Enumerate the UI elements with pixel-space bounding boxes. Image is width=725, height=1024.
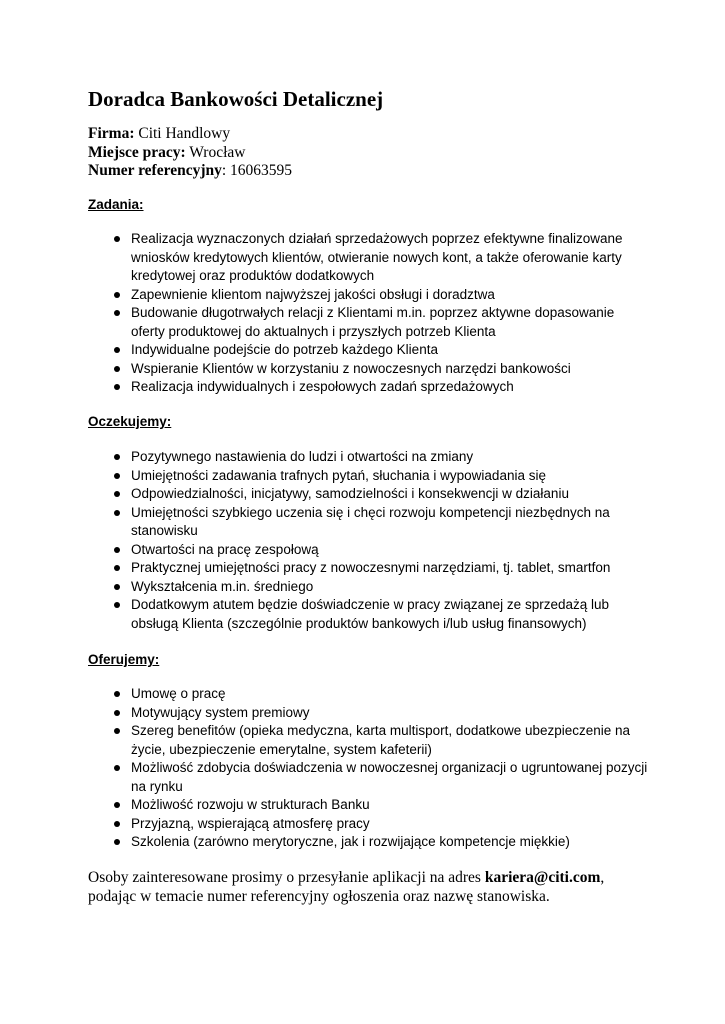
list-item: Realizacja wyznaczonych działań sprzedażowych poprzez efektywne finalizowane wniosków kredytowych klientów, otwieranie nowych kont, a także oferowanie karty kredytowej oraz produktów dodatkowych [88, 230, 648, 286]
list-item: Motywujący system premiowy [88, 704, 648, 723]
list-item: Wspieranie Klientów w korzystaniu z nowoczesnych narzędzi bankowości [88, 360, 648, 379]
list-item: Wykształcenia m.in. średniego [88, 578, 648, 597]
contact-email: kariera@citi.com [484, 869, 601, 886]
reference-label: Numer referencyjny [88, 162, 222, 179]
offer-list [88, 685, 648, 852]
location-row [88, 144, 292, 163]
list-item: Zapewnienie klientom najwyższej jakości obsługi i doradztwa [88, 286, 648, 305]
list-item: Praktycznej umiejętności pracy z nowoczesnymi narzędziami, tj. tablet, smartfon [88, 559, 648, 578]
list-item: Umiejętności szybkiego uczenia się i chęci rozwoju kompetencji niezbędnych na stanowisku [88, 504, 648, 541]
list-item: Odpowiedzialności, inicjatywy, samodzielności i konsekwencji w działaniu [88, 485, 648, 504]
list-item: Możliwość zdobycia doświadczenia w nowoczesnej organizacji o ugruntowanej pozycji na rynku [88, 759, 648, 796]
job-meta [88, 125, 292, 181]
company-label: Firma: [88, 125, 135, 142]
list-item: Indywidualne podejście do potrzeb każdego Klienta [88, 341, 648, 360]
list-item: Dodatkowym atutem będzie doświadczenie w pracy związanej ze sprzedażą lub obsługą Klienta (szczególnie produktów bankowych i/lub usług finansowych) [88, 596, 648, 633]
list-item: Pozytywnego nastawienia do ludzi i otwartości na zmiany [88, 448, 648, 467]
list-item: Umiejętności zadawania trafnych pytań, słuchania i wypowiadania się [88, 467, 648, 486]
list-item: Szkolenia (zarówno merytoryczne, jak i rozwijające kompetencje miękkie) [88, 833, 648, 852]
list-item: Możliwość rozwoju w strukturach Banku [88, 796, 648, 815]
list-item: Otwartości na pracę zespołową [88, 541, 648, 560]
reference-value: : 16063595 [221, 162, 293, 179]
list-item: Szereg benefitów (opieka medyczna, karta multisport, dodatkowe ubezpieczenie na życie, ubezpieczenie emerytalne, system kafeterii) [88, 722, 648, 759]
company-value: Citi Handlowy [138, 125, 231, 142]
closing-paragraph [88, 869, 648, 906]
closing-text-after: , podając w temacie numer referencyjny ogłoszenia oraz nazwę stanowiska. [88, 869, 605, 905]
expectations-heading: Oczekujemy: [88, 414, 172, 429]
job-title: Doradca Bankowości Detalicznej [88, 87, 384, 111]
offer-heading: Oferujemy: [88, 652, 160, 667]
reference-row [88, 162, 292, 181]
company-row [88, 125, 292, 144]
list-item: Budowanie długotrwałych relacji z Klientami m.in. poprzez aktywne dopasowanie oferty produktowej do aktualnych i przyszłych potrzeb Klienta [88, 304, 648, 341]
tasks-list [88, 230, 648, 397]
list-item: Przyjazną, wspierającą atmosferę pracy [88, 815, 648, 834]
list-item: Umowę o pracę [88, 685, 648, 704]
expectations-list [88, 448, 648, 633]
location-label: Miejsce pracy: [88, 143, 186, 161]
list-item: Realizacja indywidualnych i zespołowych zadań sprzedażowych [88, 378, 648, 397]
closing-text-before: Osoby zainteresowane prosimy o przesyłanie aplikacji na adres [88, 869, 485, 886]
location-value: Wrocław [189, 143, 246, 161]
tasks-heading: Zadania: [88, 197, 144, 212]
